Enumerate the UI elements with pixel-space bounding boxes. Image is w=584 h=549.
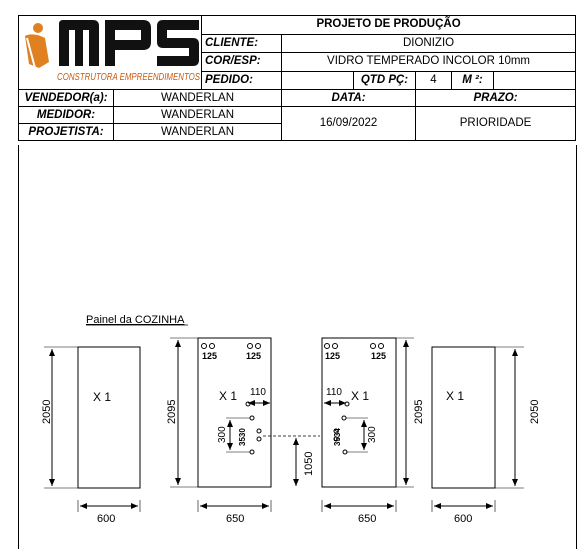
- panel-1-width: 600: [97, 513, 116, 525]
- m2-label: M ²:: [452, 71, 494, 90]
- panel-2-height: 2095: [166, 399, 178, 424]
- panel-3-qty: X 1: [351, 389, 370, 403]
- panel-2-hole-top-right: 125: [246, 351, 262, 361]
- projetista-label: PROJETISTA:: [19, 124, 114, 141]
- panel-3-offset-x: 110: [326, 387, 342, 398]
- cliente-label: CLIENTE:: [202, 34, 282, 53]
- panel-4-height: 2050: [529, 399, 541, 424]
- cor-esp-label: COR/ESP:: [202, 53, 282, 72]
- prazo-value: PRIORIDADE: [416, 107, 576, 141]
- panel-2-hole-top-left: 125: [202, 351, 218, 361]
- panel-4-width: 600: [454, 513, 473, 525]
- qtd-label: QTD PÇ:: [354, 71, 416, 90]
- data-value: 16/09/2022: [282, 107, 416, 141]
- panel-3-gap: 300: [367, 426, 378, 443]
- vendedor-value: WANDERLAN: [114, 90, 282, 107]
- panel-2-code: 3530: [238, 428, 247, 446]
- panel-1: [41, 347, 140, 525]
- panel-2-width: 650: [226, 513, 245, 525]
- panel-2-gap: 300: [217, 426, 228, 443]
- panel-1-qty: X 1: [93, 390, 112, 404]
- data-label: DATA:: [282, 90, 416, 107]
- panel-3-hole-top-left: 125: [325, 351, 341, 361]
- medidor-value: WANDERLAN: [114, 107, 282, 124]
- medidor-label: MEDIDOR:: [19, 107, 114, 124]
- panel-2-qty: X 1: [219, 389, 238, 403]
- projetista-value: WANDERLAN: [114, 124, 282, 141]
- sheet-title: PROJETO DE PRODUÇÃO: [202, 16, 576, 35]
- qtd-value: 4: [416, 71, 452, 90]
- panel-4-qty: X 1: [446, 389, 465, 403]
- panel-1-height: 2050: [41, 399, 53, 424]
- cliente-value: DIONIZIO: [282, 34, 576, 53]
- panel-2-offset-x: 110: [250, 387, 266, 398]
- logo-subtitle: CONSTRUTORA EMPREENDIMENTOS: [57, 71, 200, 83]
- vendedor-label: VENDEDOR(a):: [19, 90, 114, 107]
- panel-2: [166, 338, 271, 525]
- panel-4: [432, 347, 541, 525]
- prazo-label: PRAZO:: [416, 90, 576, 107]
- panel-3-height: 2095: [413, 399, 425, 424]
- cor-esp-value: VIDRO TEMPERADO INCOLOR 10mm: [282, 53, 576, 72]
- panel-3-code: 3534: [333, 428, 342, 446]
- panel-3: [322, 338, 425, 525]
- drawing-title: Painel da COZINHA: [86, 314, 185, 326]
- panel-3-width: 650: [358, 513, 377, 525]
- pedido-label: PEDIDO:: [202, 71, 282, 90]
- panel-3-hole-top-right: 125: [371, 351, 387, 361]
- floor-offset-dimension: [263, 436, 320, 486]
- floor-offset-value: 1050: [303, 451, 315, 476]
